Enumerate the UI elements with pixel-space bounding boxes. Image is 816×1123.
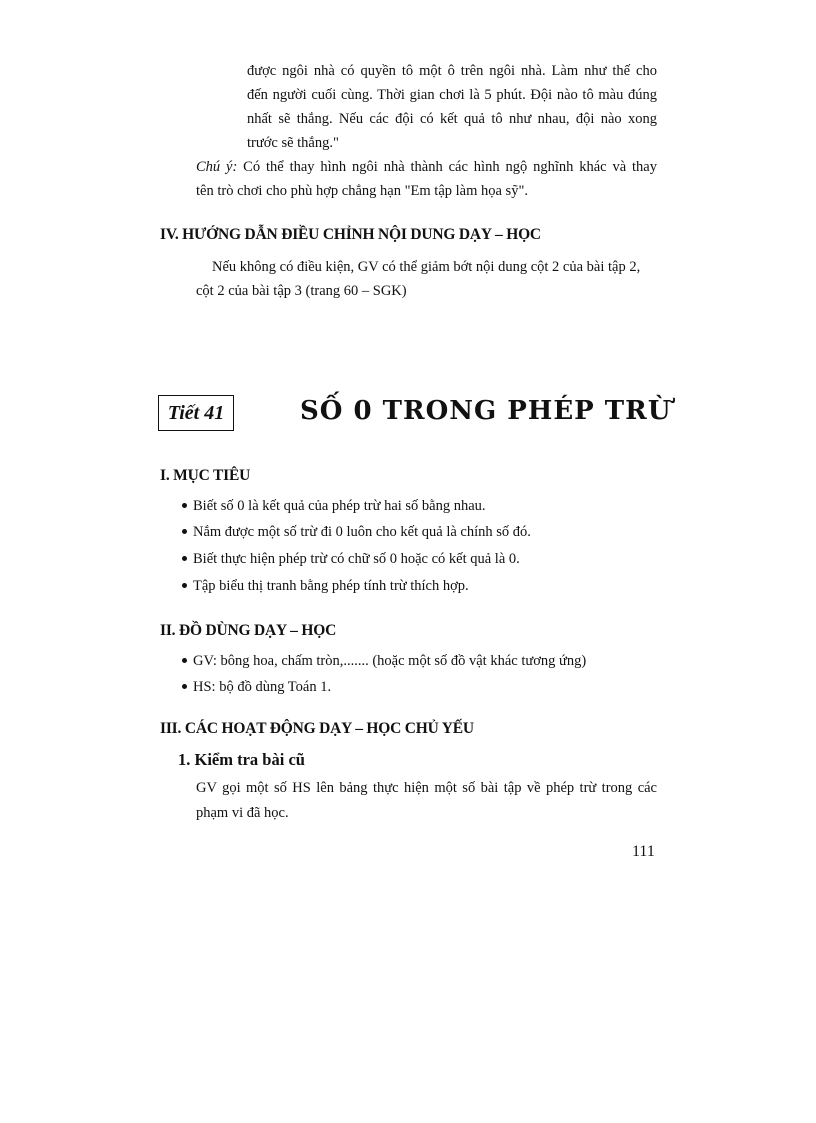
lesson-label: Tiết 41 bbox=[167, 401, 225, 424]
lesson-title: SỐ 0 TRONG PHÉP TRỪ bbox=[300, 396, 672, 426]
list-item: Tập biểu thị tranh bằng phép tính trừ thích hợp. bbox=[182, 578, 469, 595]
bullet-icon bbox=[182, 503, 187, 508]
paragraph-line: nhất sẽ thắng. Nếu các đội có kết quả tô như nhau, đội nào xong bbox=[247, 111, 657, 127]
section-heading: III. CÁC HOẠT ĐỘNG DẠY – HỌC CHỦ YẾU bbox=[160, 720, 474, 737]
page-number: 111 bbox=[632, 843, 655, 860]
section-heading: II. ĐỒ DÙNG DẠY – HỌC bbox=[160, 622, 337, 639]
list-item: Biết thực hiện phép trừ có chữ số 0 hoặc có kết quả là 0. bbox=[182, 551, 520, 568]
list-item: Biết số 0 là kết quả của phép trừ hai số bằng nhau. bbox=[182, 498, 486, 515]
bullet-icon bbox=[182, 556, 187, 561]
paragraph-line: GV gọi một số HS lên bảng thực hiện một số bài tập về phép trừ trong các bbox=[196, 780, 657, 796]
section-heading: I. MỤC TIÊU bbox=[160, 467, 251, 484]
paragraph-line: Nếu không có điều kiện, GV có thể giảm bớt nội dung cột 2 của bài tập 2, bbox=[212, 259, 641, 275]
section-heading: IV. HƯỚNG DẪN ĐIỀU CHỈNH NỘI DUNG DẠY – HỌC bbox=[160, 226, 541, 243]
bullet-icon bbox=[182, 529, 187, 534]
note-label: Chú ý: bbox=[196, 159, 238, 175]
lesson-label-box bbox=[158, 395, 234, 431]
paragraph-line: phạm vi đã học. bbox=[196, 805, 289, 821]
paragraph-line: đến người cuối cùng. Thời gian chơi là 5 phút. Đội nào tô màu đúng bbox=[247, 87, 657, 103]
sub-heading: 1. Kiểm tra bài cũ bbox=[178, 750, 305, 769]
list-item: Nắm được một số trừ đi 0 luôn cho kết quả là chính số đó. bbox=[182, 524, 531, 541]
note-text: Có thể thay hình ngôi nhà thành các hình ngộ nghĩnh khác và thay bbox=[237, 159, 657, 175]
bullet-icon bbox=[182, 684, 187, 689]
bullet-icon bbox=[182, 583, 187, 588]
list-item: GV: bông hoa, chấm tròn,....... (hoặc một số đồ vật khác tương ứng) bbox=[182, 653, 586, 670]
paragraph-line: cột 2 của bài tập 3 (trang 60 – SGK) bbox=[196, 283, 407, 299]
paragraph-line: được ngôi nhà có quyền tô một ô trên ngôi nhà. Làm như thế cho bbox=[247, 63, 657, 79]
bullet-icon bbox=[182, 658, 187, 663]
list-item: HS: bộ đồ dùng Toán 1. bbox=[182, 679, 331, 696]
note-line: tên trò chơi cho phù hợp chẳng hạn "Em tập làm họa sỹ". bbox=[196, 183, 528, 199]
paragraph-line: trước sẽ thắng." bbox=[247, 135, 339, 151]
note-line bbox=[196, 159, 657, 176]
